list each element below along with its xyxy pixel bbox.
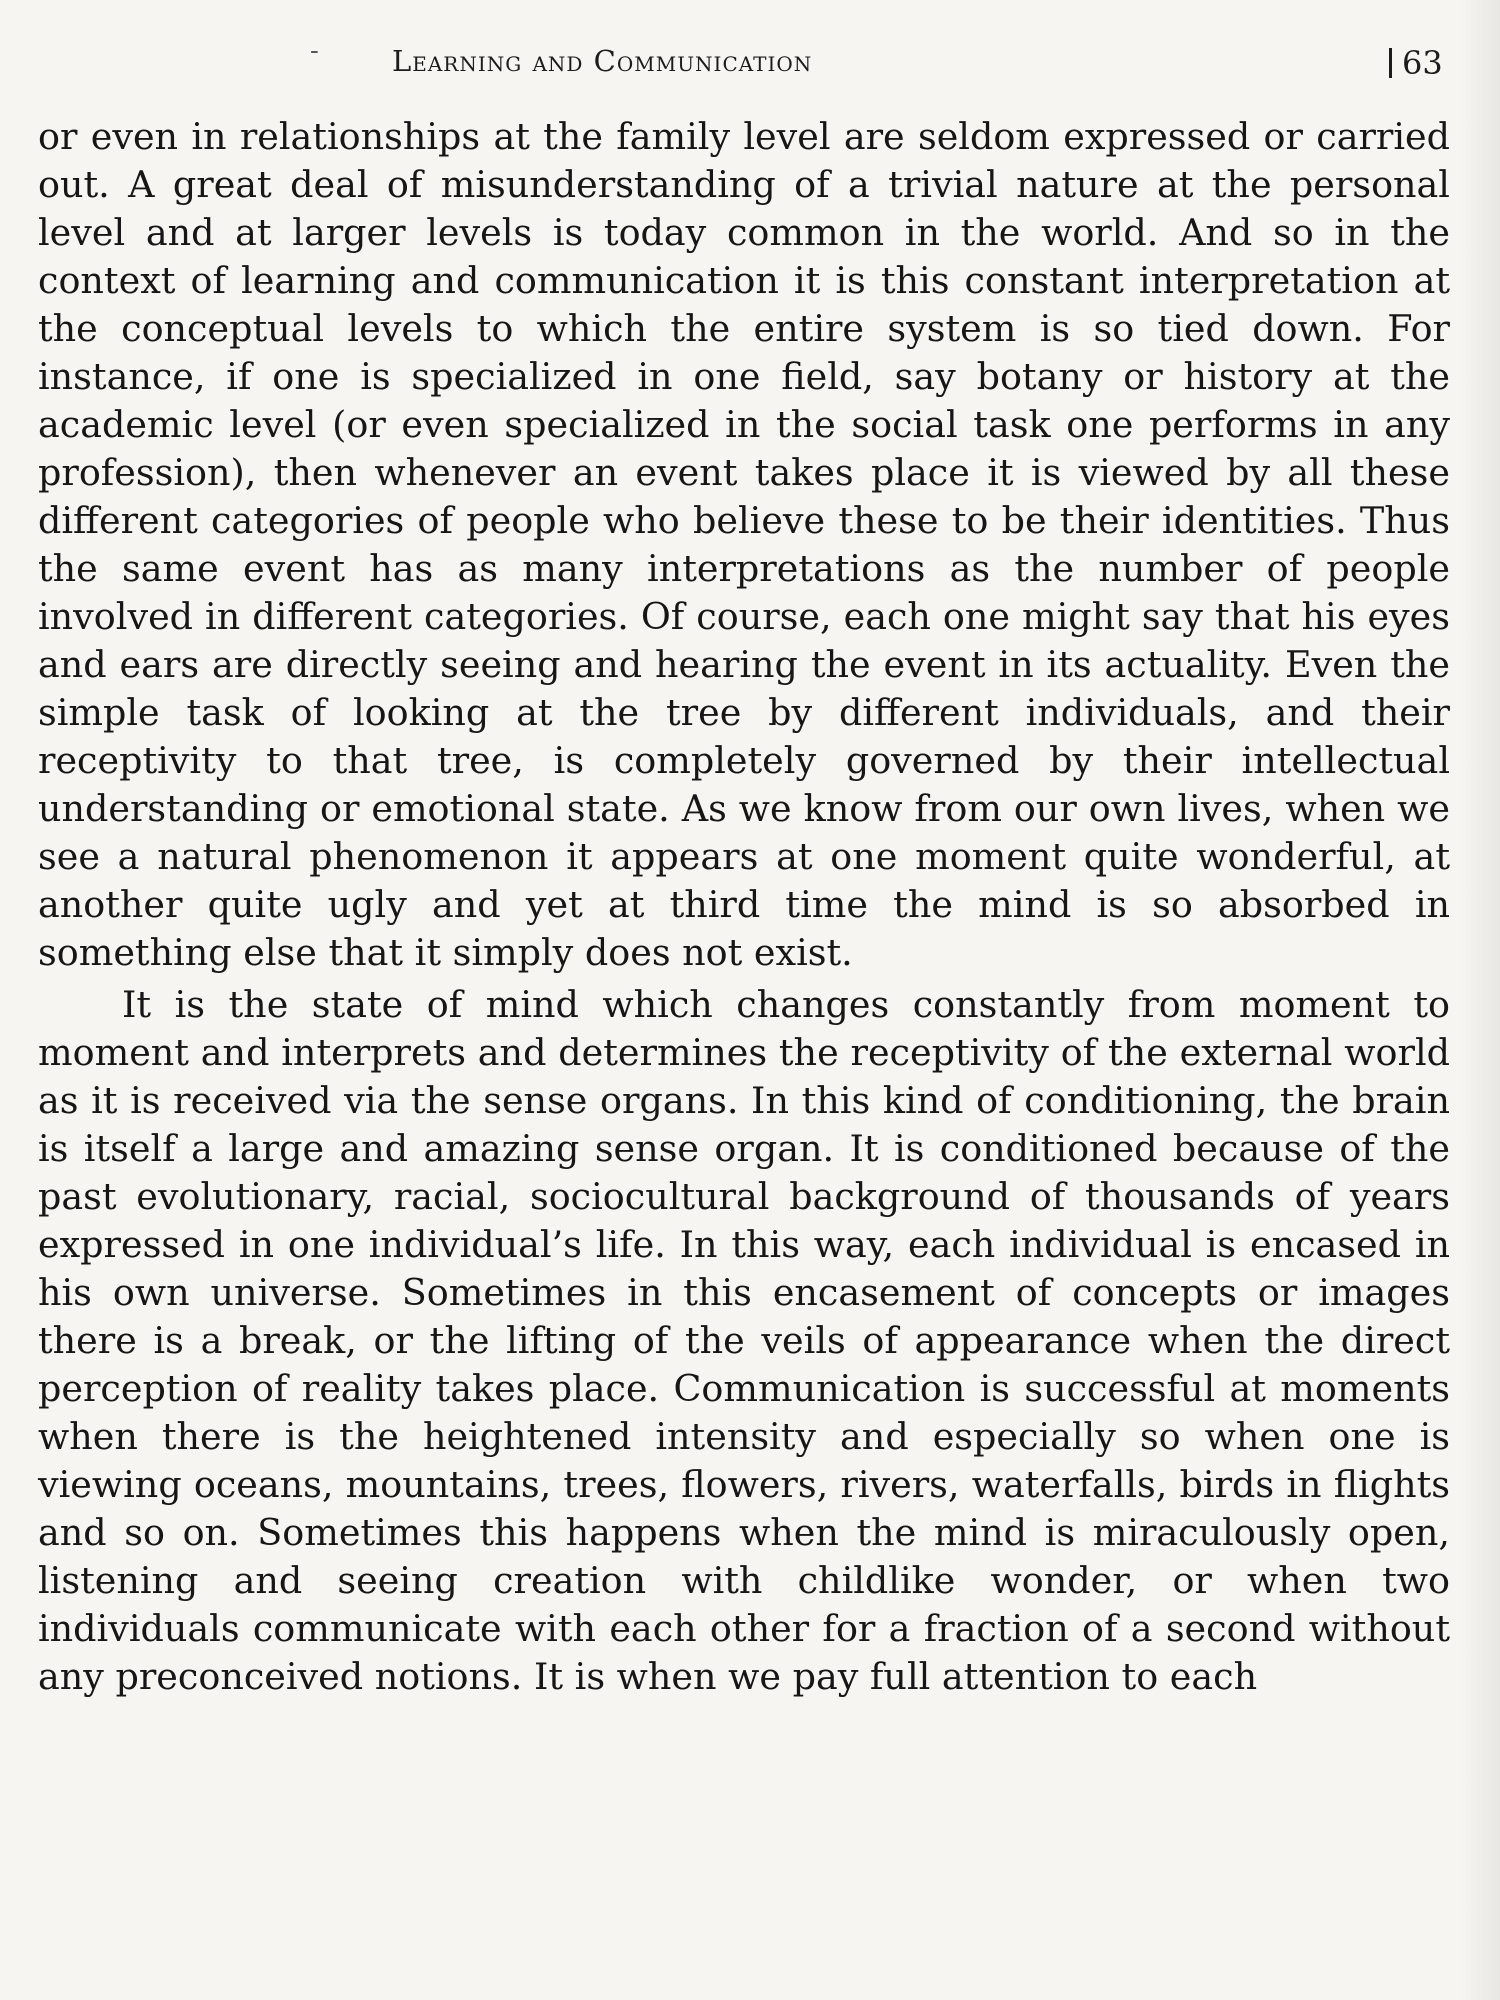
page-edge-shadow	[1460, 0, 1500, 2000]
header-mark: -	[310, 36, 319, 66]
body-text	[38, 113, 1450, 1701]
paragraph-2: It is the state of mind which changes constantly from moment to moment and interprets and determines the receptivity of the external world as it is received via the sense organs. In this kind of conditioning, the brain is itself a large and amazing sense organ. It is conditioned because of the past evolutionary, racial, sociocultural background of thousands of years expressed in one individual’s life. In this way, each individual is encased in his own universe. Sometimes in this encasement of concepts or images there is a break, or the lifting of the veils of appearance when the direct perception of reality takes place. Communication is successful at moments when there is the heightened intensity and especially so when one is viewing oceans, mountains, trees, flowers, rivers, waterfalls, birds in flights and so on. Sometimes this happens when the mind is miraculously open, listening and seeing creation with childlike wonder, or when two individuals communicate with each other for a fraction of a second without any preconceived notions. It is when we pay full attention to each	[38, 983, 1450, 1698]
running-title: Learning and Communication	[392, 44, 813, 78]
paragraph-1: or even in relationships at the family level are seldom expressed or carried out. A great deal of misunderstanding of a trivial nature at the personal level and at larger levels is today common in the world. And so in the context of learning and communication it is this constant interpretation at the conceptual levels to which the entire system is so tied down. For instance, if one is specialized in one field, say botany or history at the academic level (or even specialized in the social task one performs in any profession), then whenever an event takes place it is viewed by all these different categories of people who believe these to be their identities. Thus the same event has as many interpretations as the number of people involved in different categories. Of course, each one might say that his eyes and ears are directly seeing and hearing the event in its actuality. Even the simple task of looking at the tree by different individuals, and their receptivity to that tree, is completely governed by their intellectual understanding or emotional state. As we know from our own lives, when we see a natural phenomenon it appears at one moment quite wonderful, at another quite ugly and yet at third time the mind is so absorbed in something else that it simply does not exist.	[38, 115, 1450, 974]
page-number: 63	[1402, 44, 1443, 82]
page-number-divider	[1389, 48, 1392, 78]
